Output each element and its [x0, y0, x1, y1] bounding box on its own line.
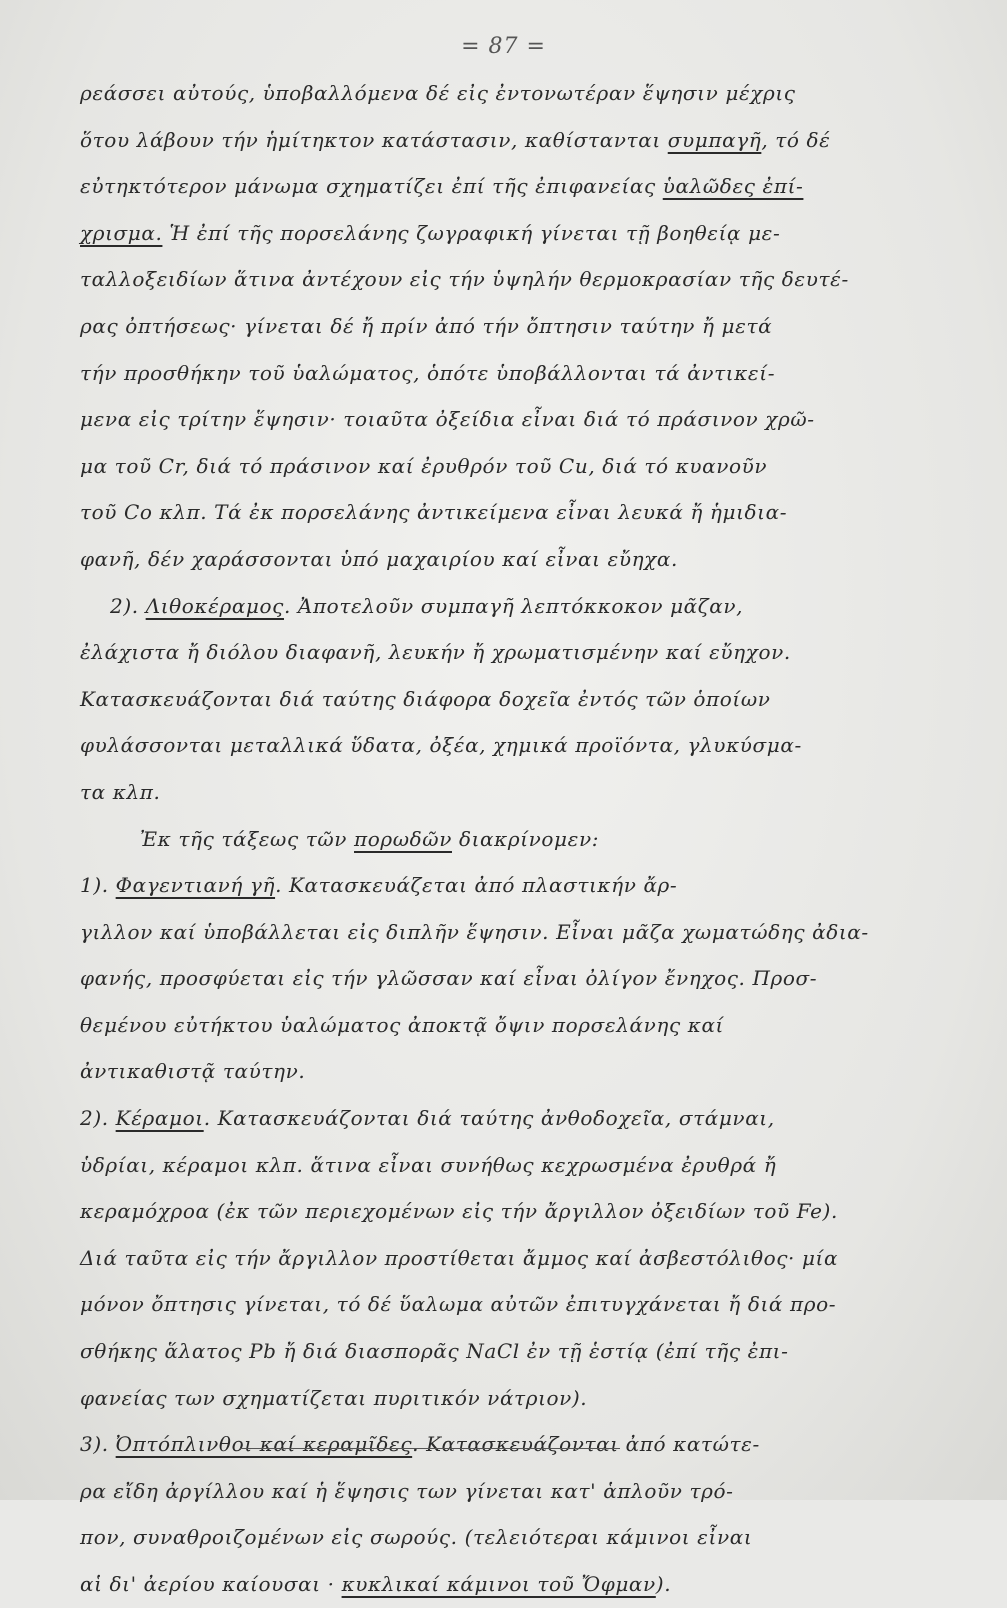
text-segment: ὑδρίαι, κέραμοι κλπ. ἅτινα εἶναι συνήθως κεχρωσμένα ἐρυθρά ἤ: [80, 1152, 777, 1177]
text-line: [80, 1095, 960, 1142]
text-segment: Διά ταῦτα εἰς τήν ἄργιλλον προστίθεται ἄμμος καί ἀσβεστόλιθος· μία: [80, 1245, 839, 1270]
underlined-heading: συμπαγῆ: [667, 127, 762, 152]
text-line: [80, 163, 960, 210]
underlined-heading: Λιθοκέραμος: [145, 593, 284, 618]
text-segment: αἱ δι' ἀερίου καίουσαι ·: [80, 1572, 342, 1596]
text-line: [80, 1235, 960, 1282]
text-line: [80, 210, 960, 257]
text-segment: φανείας των σχηματίζεται πυριτικόν νάτριον).: [80, 1385, 588, 1410]
text-line: [80, 1421, 960, 1468]
text-segment: . Κατασκευάζονται ἀπό κατώτε-: [412, 1432, 760, 1457]
text-line: [80, 909, 960, 956]
text-segment: διακρίνομεν:: [451, 826, 600, 851]
text-line: [80, 117, 960, 164]
text-segment: ρεάσσει αὐτούς, ὑποβαλλόμενα δέ εἰς ἐντονωτέραν ἕψησιν μέχρις: [80, 81, 796, 105]
text-line: [80, 1561, 960, 1608]
text-line: [80, 70, 960, 117]
text-segment: ταλλοξειδίων ἅτινα ἀντέχουν εἰς τήν ὑψηλήν θερμοκρασίαν τῆς δευτέ-: [80, 267, 849, 292]
text-segment: ἀντικαθιστᾷ ταύτην.: [80, 1059, 306, 1084]
closing-rule: [240, 1448, 620, 1449]
text-segment: γιλλον καί ὑποβάλλεται εἰς διπλῆν ἕψησιν. Εἶναι μᾶζα χωματώδης ἀδια-: [80, 919, 869, 944]
text-line: [80, 303, 960, 350]
text-line: [80, 1281, 960, 1328]
underlined-heading: Φαγεντιανή γῆ: [115, 873, 276, 898]
text-segment: . Κατασκευάζεται ἀπό πλαστικήν ἄρ-: [275, 873, 678, 898]
text-segment: φυλάσσονται μεταλλικά ὕδατα, ὀξέα, χημικά προϊόντα, γλυκύσμα-: [80, 733, 802, 758]
text-line: [80, 955, 960, 1002]
underlined-heading: ὑαλῶδες ἐπί-: [662, 174, 804, 199]
text-line: [80, 443, 960, 490]
text-segment: Κατασκευάζονται διά ταύτης διάφορα δοχεῖα ἐντός τῶν ὁποίων: [80, 686, 771, 711]
text-segment: 2).: [80, 1106, 116, 1131]
handwritten-text-body: [80, 70, 960, 1608]
text-line: [80, 489, 960, 536]
text-segment: ρα εἴδη ἀργίλλου καί ἡ ἕψησις των γίνεται κατ' ἁπλοῦν τρό-: [80, 1478, 734, 1503]
text-line: [80, 256, 960, 303]
text-segment: , τό δέ: [761, 127, 831, 152]
text-segment: . Ἀποτελοῦν συμπαγῆ λεπτόκκοκον μᾶζαν,: [283, 593, 744, 618]
text-line: [80, 629, 960, 676]
text-line: [80, 396, 960, 443]
text-segment: ).: [655, 1572, 672, 1596]
text-segment: μενα εἰς τρίτην ἕψησιν· τοιαῦτα ὀξείδια εἶναι διά τό πράσινον χρῶ-: [80, 407, 815, 432]
underlined-heading: Ὀπτόπλινθοι καί κεραμῖδες: [115, 1432, 413, 1457]
text-segment: θεμένου εὐτήκτου ὑαλώματος ἀποκτᾷ ὄψιν πορσελάνης καί: [80, 1012, 724, 1037]
underlined-heading: κυκλικαί κάμινοι τοῦ Ὄφμαν: [341, 1572, 656, 1596]
text-segment: 2).: [110, 593, 146, 618]
text-segment: κεραμόχροα (ἐκ τῶν περιεχομένων εἰς τήν ἄργιλλον ὀξειδίων τοῦ Fe).: [80, 1199, 838, 1224]
text-segment: εὐτηκτότερον μάνωμα σχηματίζει ἐπί τῆς ἐπιφανείας: [80, 174, 663, 199]
text-line: [80, 536, 960, 583]
text-line: [80, 1328, 960, 1375]
text-line: [80, 1468, 960, 1515]
text-segment: ρας ὀπτήσεως· γίνεται δέ ἤ πρίν ἀπό τήν ὄπτησιν ταύτην ἤ μετά: [80, 313, 773, 338]
text-line: [80, 1375, 960, 1422]
text-segment: 3).: [80, 1432, 116, 1457]
text-line: [80, 1188, 960, 1235]
text-segment: . Κατασκευάζονται διά ταύτης ἀνθοδοχεῖα, στάμναι,: [203, 1106, 775, 1131]
text-segment: Ἡ ἐπί τῆς πορσελάνης ζωγραφική γίνεται τῇ βοηθείᾳ με-: [162, 220, 781, 245]
text-segment: μα τοῦ Cr, διά τό πράσινον καί ἐρυθρόν τοῦ Cu, διά τό κυανοῦν: [80, 453, 768, 478]
text-segment: Ἐκ τῆς τάξεως τῶν: [140, 826, 355, 851]
text-segment: πον, συναθροιζομένων εἰς σωρούς. (τελειότεραι κάμινοι εἶναι: [80, 1525, 753, 1550]
text-line: [80, 1514, 960, 1561]
underlined-heading: Κέραμοι: [115, 1106, 204, 1131]
text-segment: τα κλπ.: [80, 779, 161, 804]
text-line: [80, 676, 960, 723]
text-segment: ἐλάχιστα ἤ διόλου διαφανῆ, λευκήν ἤ χρωματισμένην καί εὔηχον.: [80, 640, 791, 665]
text-segment: 1).: [80, 873, 116, 898]
text-segment: φανής, προσφύεται εἰς τήν γλῶσσαν καί εἶναι ὀλίγον ἔνηχος. Προσ-: [80, 966, 818, 991]
text-segment: τοῦ Co κλπ. Τά ἐκ πορσελάνης ἀντικείμενα εἶναι λευκά ἤ ἡμιδια-: [80, 500, 788, 525]
text-line: [80, 816, 960, 863]
text-segment: σθήκης ἅλατος Pb ἤ διά διασπορᾶς NaCl ἐν τῇ ἑστίᾳ (ἐπί τῆς ἐπι-: [80, 1339, 789, 1364]
underlined-heading: πορωδῶν: [354, 826, 452, 851]
text-line: [80, 350, 960, 397]
text-segment: φανῆ, δέν χαράσσονται ὑπό μαχαιρίου καί εἶναι εὔηχα.: [80, 546, 678, 571]
text-line: [80, 1142, 960, 1189]
text-line: [80, 583, 960, 630]
text-segment: ὅτου λάβουν τήν ἡμίτηκτον κατάστασιν, καθίστανται: [80, 127, 668, 152]
page-number: = 87 =: [461, 34, 546, 59]
text-line: [80, 862, 960, 909]
underlined-heading: χρισμα.: [80, 220, 163, 245]
text-segment: μόνον ὄπτησις γίνεται, τό δέ ὕαλωμα αὐτῶν ἐπιτυγχάνεται ἤ διά προ-: [80, 1292, 837, 1317]
text-line: [80, 1002, 960, 1049]
text-segment: τήν προσθήκην τοῦ ὑαλώματος, ὁπότε ὑποβάλλονται τά ἀντικεί-: [80, 360, 776, 385]
text-line: [80, 1048, 960, 1095]
text-line: [80, 722, 960, 769]
text-line: [80, 769, 960, 816]
